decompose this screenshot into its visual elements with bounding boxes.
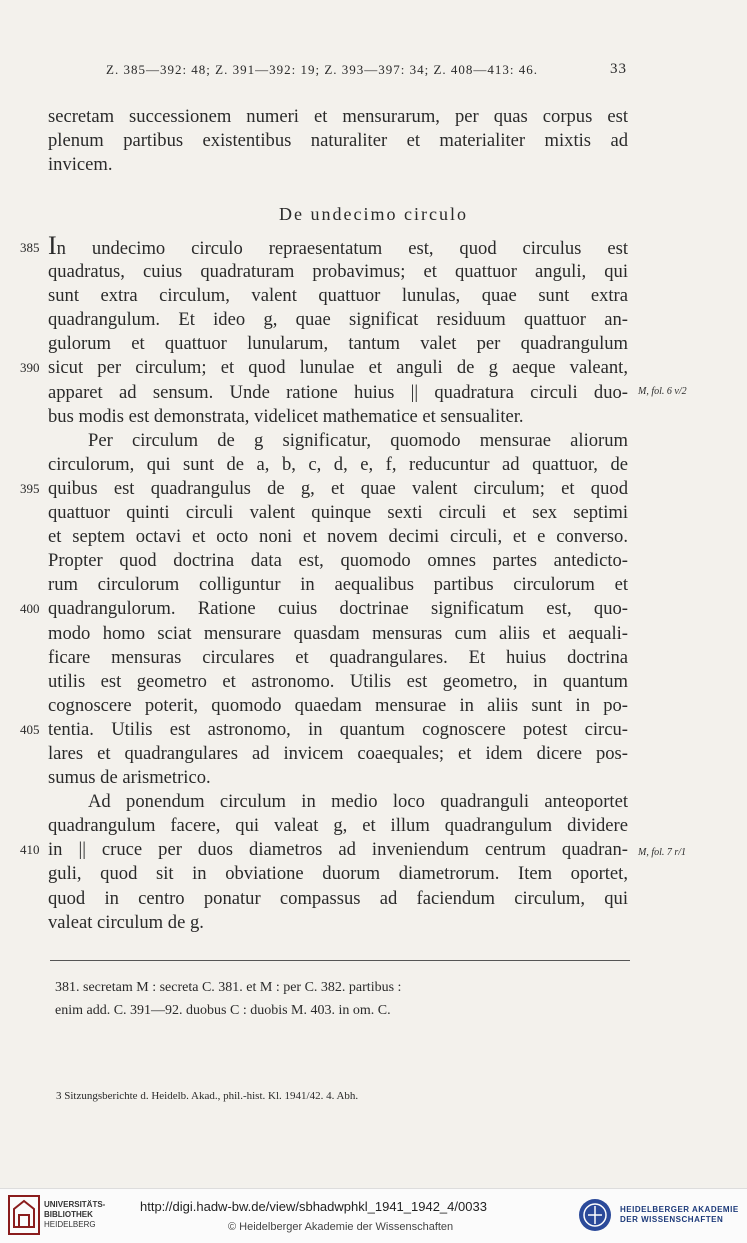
university-library-name: UNIVERSITÄTS- BIBLIOTHEK HEIDELBERG xyxy=(44,1200,106,1229)
line-text: bus modis est demonstrata, videlicet mathematice et sensualiter. xyxy=(48,405,524,427)
text-line: secretam successionem numeri et mensurarum, per quas corpus est xyxy=(48,106,628,127)
line-text: sicut per circulum; et quod lunulae et anguli de g aeque valeant, xyxy=(48,357,628,379)
line-text: quadrangulum facere, qui valeat g, et illum quadrangulum dividere xyxy=(48,815,628,837)
line-number: 395 xyxy=(20,480,40,496)
text-line xyxy=(20,356,628,380)
critical-apparatus xyxy=(55,976,635,1022)
text-line xyxy=(48,814,628,838)
text-line xyxy=(48,670,628,694)
academy-logo-icon[interactable] xyxy=(578,1197,612,1233)
text-line xyxy=(20,231,628,260)
running-head xyxy=(0,60,747,82)
line-text: rum circulorum colliguntur in aequalibus partibus circulorum et xyxy=(48,574,628,596)
text-line xyxy=(48,453,628,477)
text-line: invicem. xyxy=(48,154,113,176)
text-line xyxy=(20,597,628,621)
line-text: n undecimo circulo repraesentatum est, quod circulus est xyxy=(56,238,628,259)
line-text: Propter quod doctrina data est, quomodo omnes partes antedicto- xyxy=(48,550,628,572)
line-text: tentia. Utilis est astronomo, in quantum cognoscere potest circu- xyxy=(48,718,628,740)
viewer-footer-bar xyxy=(0,1188,747,1243)
line-text: Ad ponendum circulum in medio loco quadranguli anteoportet xyxy=(88,791,628,813)
text-line xyxy=(48,911,628,935)
text-line xyxy=(48,405,628,429)
line-text: in || cruce per duos diametros ad inveniendum centrum quadran- xyxy=(48,839,628,861)
text-line xyxy=(48,284,628,308)
line-text: cognoscere poterit, quomodo quaedam mensurae in aliis sunt in po- xyxy=(48,694,628,716)
text-line xyxy=(20,477,628,501)
line-text: quadrangulorum. Ratione cuius doctrinae significatum est, quo- xyxy=(48,598,628,620)
line-number: 405 xyxy=(20,721,40,737)
line-text: ficare mensuras circulares et quadrangulares. Et huius doctrina xyxy=(48,646,628,668)
academy-name: HEIDELBERGER AKADEMIE DER WISSENSCHAFTEN xyxy=(620,1205,739,1224)
line-text: lares et quadrangulares ad invicem coaequales; et idem dicere pos- xyxy=(48,742,628,764)
text-line xyxy=(48,887,628,911)
line-text: sumus de arismetrico. xyxy=(48,767,211,789)
text-line xyxy=(48,381,628,405)
apparatus-line: enim add. C. 391—92. duobus C : duobis M. 403. in om. C. xyxy=(55,1003,391,1018)
text-line xyxy=(48,766,628,790)
line-text: et septem octavi et octo noni et novem decimi circuli, et e converso. xyxy=(48,526,628,548)
text-line xyxy=(48,332,628,356)
main-text xyxy=(20,231,628,935)
line-text: quattuor quinti circuli valent quinque sexti circuli et sex septimi xyxy=(48,502,628,524)
text-line xyxy=(48,501,628,525)
text-line xyxy=(48,790,628,814)
line-text: apparet ad sensum. Unde ratione huius || quadratura circuli duo- xyxy=(48,381,628,403)
text-line xyxy=(20,718,628,742)
margin-note-fol7: M, fol. 7 r/1 xyxy=(638,847,687,858)
line-text: Per circulum de g significatur, quomodo mensurae aliorum xyxy=(88,429,628,451)
text-line xyxy=(48,525,628,549)
drop-cap: I xyxy=(48,231,57,260)
line-text: modo homo sciat mensurare quasdam mensuras cum aliis et aequali- xyxy=(48,622,628,644)
text-line xyxy=(48,694,628,718)
line-text: gulorum et quattuor lunularum, tantum valet per quadrangulum xyxy=(48,333,628,355)
line-text: quibus est quadrangulus de g, et quae valent circulum; et quod xyxy=(48,477,628,499)
line-text: quadratus, cuius quadraturam probavimus; et quattuor anguli, qui xyxy=(48,261,628,283)
text-line xyxy=(48,573,628,597)
page-number: 33 xyxy=(610,61,627,77)
text-line: plenum partibus existentibus naturaliter et materialiter mixtis ad xyxy=(48,130,628,152)
line-number: 390 xyxy=(20,360,40,376)
line-text: utilis est geometro et astronomo. Utilis est geometro, in quantum xyxy=(48,670,628,692)
line-text: quadrangulum. Et ideo g, quae significat residuum quattuor an- xyxy=(48,309,628,331)
section-heading: De undecimo circulo xyxy=(279,204,468,224)
permalink[interactable]: http://digi.hadw-bw.de/view/sbhadwphkl_1941_1942_4/0033 xyxy=(140,1199,487,1214)
university-library-logo-icon[interactable] xyxy=(8,1195,40,1235)
copyright-notice: © Heidelberger Akademie der Wissenschaften xyxy=(228,1221,454,1233)
line-number: 410 xyxy=(20,842,40,858)
line-number: 385 xyxy=(20,240,40,255)
text-line xyxy=(48,862,628,886)
line-text: quod in centro ponatur compassus ad faciendum circulum, qui xyxy=(48,887,628,909)
text-line xyxy=(48,549,628,573)
line-number: 400 xyxy=(20,601,40,617)
line-text: guli, quod sit in obviatione duorum diametrorum. Item oportet, xyxy=(48,863,628,885)
text-line xyxy=(48,646,628,670)
text-line xyxy=(48,742,628,766)
text-line xyxy=(48,260,628,284)
opening-paragraph xyxy=(48,105,628,177)
line-text: circulorum, qui sunt de a, b, c, d, e, f, reducuntur ad quattuor, de xyxy=(48,453,628,475)
line-references: Z. 385—392: 48; Z. 391—392: 19; Z. 393—397: 34; Z. 408—413: 46. xyxy=(106,62,539,77)
text-line xyxy=(48,429,628,453)
margin-note-fol6: M, fol. 6 v/2 xyxy=(638,386,687,397)
line-text: sunt extra circulum, valent quattuor lunulas, quae sunt extra xyxy=(48,285,628,307)
line-text: valeat circulum de g. xyxy=(48,911,204,933)
text-line xyxy=(48,622,628,646)
apparatus-line: 381. secretam M : secreta C. 381. et M : per C. 382. partibus : xyxy=(55,980,402,995)
signature-line: 3 Sitzungsberichte d. Heidelb. Akad., phil.-hist. Kl. 1941/42. 4. Abh. xyxy=(56,1090,359,1102)
text-line xyxy=(20,838,628,862)
apparatus-divider xyxy=(50,960,630,961)
text-line xyxy=(48,308,628,332)
